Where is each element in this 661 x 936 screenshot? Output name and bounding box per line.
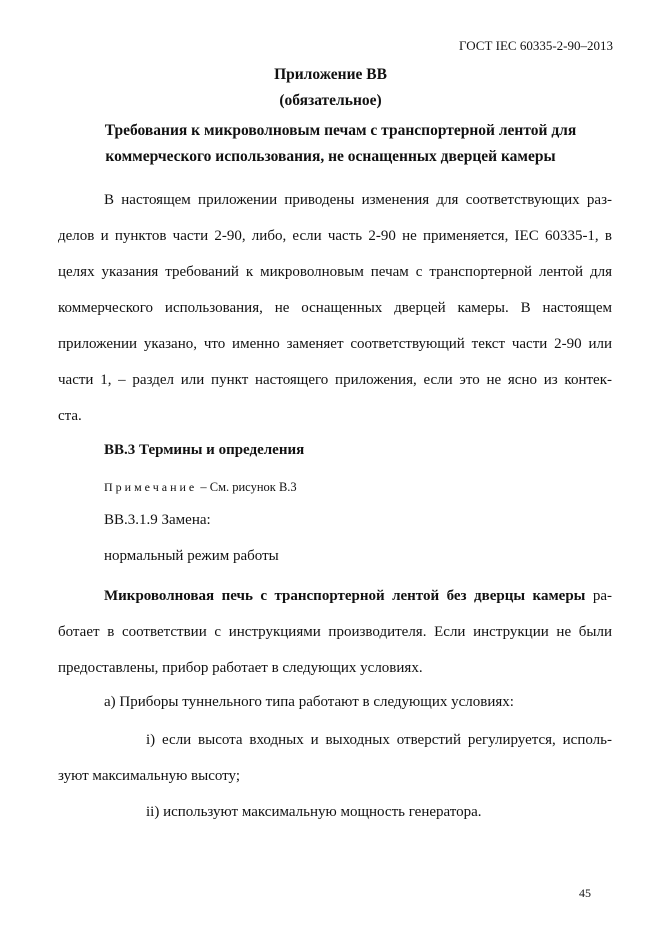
item-i-line2: зуют максимальную высоту; (58, 768, 241, 784)
note (104, 480, 297, 495)
standard-code: ГОСТ IEC 60335-2-90–2013 (459, 38, 613, 53)
note-text: – См. рисунок В.3 (197, 480, 297, 494)
item-i-line1: i) если высота входных и выходных отверстий регулируется, исполь- (146, 732, 612, 748)
definition-line3: предоставлены, прибор работает в следующих условиях. (58, 660, 423, 676)
item-a: а) Приборы туннельного типа работают в следующих условиях: (104, 694, 514, 710)
term: нормальный режим работы (104, 548, 279, 564)
intro-line: части 1, – раздел или пункт настоящего приложения, если это не ясно из контек- (58, 372, 612, 388)
intro-line: ста. (58, 408, 82, 424)
note-prefix: Примечание (104, 480, 198, 494)
definition-bold-term: Микроволновая печь с транспортерной лентой без дверцы камеры (104, 588, 586, 604)
intro-line: приложении указано, что именно заменяет соответствующий текст части 2-90 или (58, 336, 612, 352)
page-number: 45 (579, 886, 591, 900)
intro-line: В настоящем приложении приводены изменения для соответствующих раз- (104, 192, 612, 208)
item-ii: ii) используют максимальную мощность генератора. (146, 804, 482, 820)
definition-paragraph (58, 578, 612, 686)
definition-line1-rest: ра- (585, 588, 612, 604)
clause-replacement: ВВ.3.1.9 Замена: (104, 512, 211, 528)
intro-line: коммерческого использования, не оснащенных дверцей камеры. В настоящем (58, 300, 612, 316)
item-i-paragraph (58, 722, 612, 794)
appendix-heading-line1: Требования к микроволновым печам с транспортерной лентой для (104, 122, 577, 139)
intro-line: делов и пунктов части 2-90, либо, если часть 2-90 не применяется, IEC 60335-1, в (58, 228, 612, 244)
intro-line: целях указания требований к микроволновым печам с транспортерной лентой для (58, 264, 612, 280)
definition-line2: ботает в соответствии с инструкциями производителя. Если инструкции не были (58, 624, 612, 640)
definition-line1 (58, 578, 612, 614)
appendix-status: (обязательное) (279, 92, 382, 109)
intro-paragraph (58, 182, 612, 434)
appendix-title: Приложение ВВ (274, 66, 387, 83)
appendix-heading-line2: коммерческого использования, не оснащенных дверцей камеры (105, 148, 556, 165)
section-heading: ВВ.3 Термины и определения (104, 442, 305, 458)
